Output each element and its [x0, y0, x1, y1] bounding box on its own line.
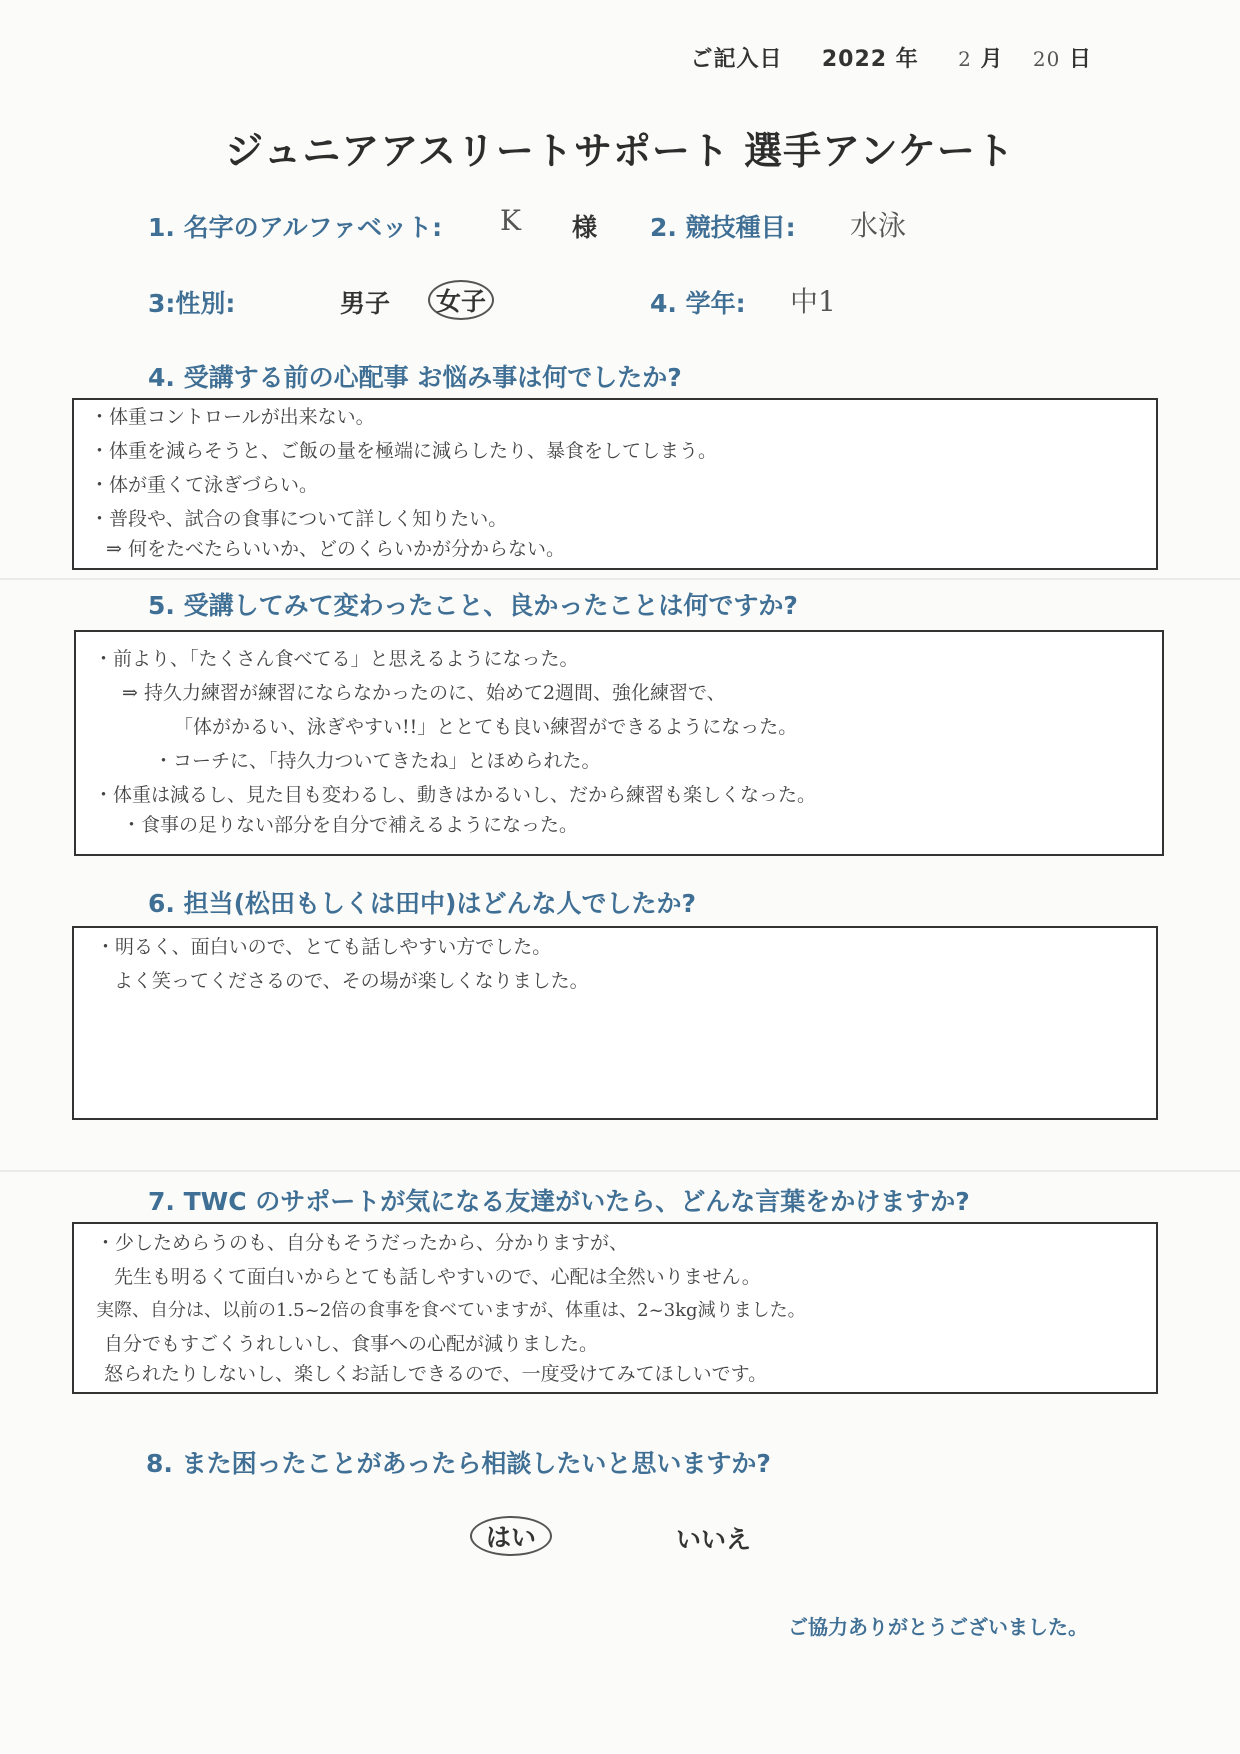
answer-line: ・普段や、試合の食事について詳しく知りたい。	[90, 508, 508, 530]
answer-line: 実際、自分は、以前の1.5~2倍の食事を食べていますが、体重は、2~3kg減りました。	[96, 1300, 806, 1321]
answer-line: ・少しためらうのも、自分もそうだったから、分かりますが、	[96, 1232, 629, 1254]
page-title: ジュニアアスリートサポート 選手アンケート	[225, 129, 1015, 173]
q4-answer	[90, 408, 717, 559]
date-day-unit: 日	[1068, 47, 1092, 72]
q8-option-no[interactable]: いいえ	[676, 1525, 752, 1554]
answer-line: ・食事の足りない部分を自分で補えるようになった。	[122, 814, 579, 836]
q1-suffix: 様	[572, 213, 598, 242]
q1-label: 1. 名字のアルファベット:	[148, 213, 443, 242]
answer-line: 自分でもすごくうれしいし、食事への心配が減りました。	[104, 1333, 599, 1355]
answer-line: ・体が重くて泳ぎづらい。	[90, 474, 319, 496]
q3-option-female-text: 女子	[428, 280, 494, 320]
answer-line: ・コーチに、「持久力ついてきたね」とほめられた。	[154, 750, 601, 772]
q7-answer	[96, 1234, 806, 1384]
answer-line: ・体重は減るし、見た目も変わるし、動きはかるいし、だから練習も楽しくなった。	[94, 784, 817, 806]
answer-line: 「体がかるい、泳ぎやすい!!」ととても良い練習ができるようになった。	[174, 716, 798, 738]
answer-line: ⇒ 何をたべたらいいか、どのくらいかが分からない。	[106, 538, 565, 560]
q8-label: 8. また困ったことがあったら相談したいと思いますか?	[146, 1449, 771, 1478]
entry-date	[690, 42, 1092, 73]
q7-label: 7. TWC のサポートが気になる友達がいたら、どんな言葉をかけますか?	[148, 1187, 970, 1216]
answer-line: 先生も明るくて面白いからとても話しやすいので、心配は全然いりません。	[114, 1266, 761, 1288]
paper-fold	[0, 578, 1240, 580]
date-month-unit: 月	[980, 47, 1004, 72]
q6-label: 6. 担当(松田もしくは田中)はどんな人でしたか?	[148, 889, 696, 918]
answer-line: ・明るく、面白いので、とても話しやすい方でした。	[96, 936, 552, 958]
date-label: ご記入日	[690, 47, 783, 72]
q4-label: 4. 受講する前の心配事 お悩み事は何でしたか?	[148, 363, 682, 392]
q1-value[interactable]: K	[500, 204, 521, 237]
paper-fold	[0, 1170, 1240, 1172]
q2-value[interactable]: 水泳	[850, 209, 907, 242]
answer-line: ⇒ 持久力練習が練習にならなかったのに、始めて2週間、強化練習で、	[122, 682, 726, 704]
q5-label: 5. 受講してみて変わったこと、良かったことは何ですか?	[148, 591, 798, 620]
q2-label: 2. 競技種目:	[650, 213, 796, 242]
q4-grade-label: 4. 学年:	[650, 289, 746, 318]
answer-line: ・体重を減らそうと、ご飯の量を極端に減らしたり、暴食をしてしまう。	[90, 440, 718, 462]
q3-option-female[interactable]	[428, 280, 494, 320]
answer-line: 怒られたりしないし、楽しくお話しできるので、一度受けてみてほしいです。	[104, 1363, 768, 1385]
answer-line: よく笑ってくださるので、その場が楽しくなりました。	[114, 970, 589, 992]
q4-grade-value[interactable]: 中1	[790, 285, 836, 318]
date-day: 20	[1032, 47, 1061, 71]
date-year: 2022	[821, 47, 888, 72]
q8-option-yes-text: はい	[470, 1516, 552, 1556]
thanks-message: ご協力ありがとうございました。	[788, 1615, 1088, 1639]
date-year-unit: 年	[895, 47, 919, 72]
q6-answer	[96, 938, 589, 991]
answer-line: ・体重コントロールが出来ない。	[90, 406, 375, 428]
q3-label: 3:性別:	[148, 289, 236, 318]
q3-option-male[interactable]: 男子	[340, 289, 391, 318]
q8-option-yes[interactable]	[470, 1516, 552, 1556]
answer-line: ・前より、「たくさん食べてる」と思えるようになった。	[94, 648, 579, 670]
q5-answer	[94, 650, 816, 835]
date-month: 2	[958, 47, 972, 71]
